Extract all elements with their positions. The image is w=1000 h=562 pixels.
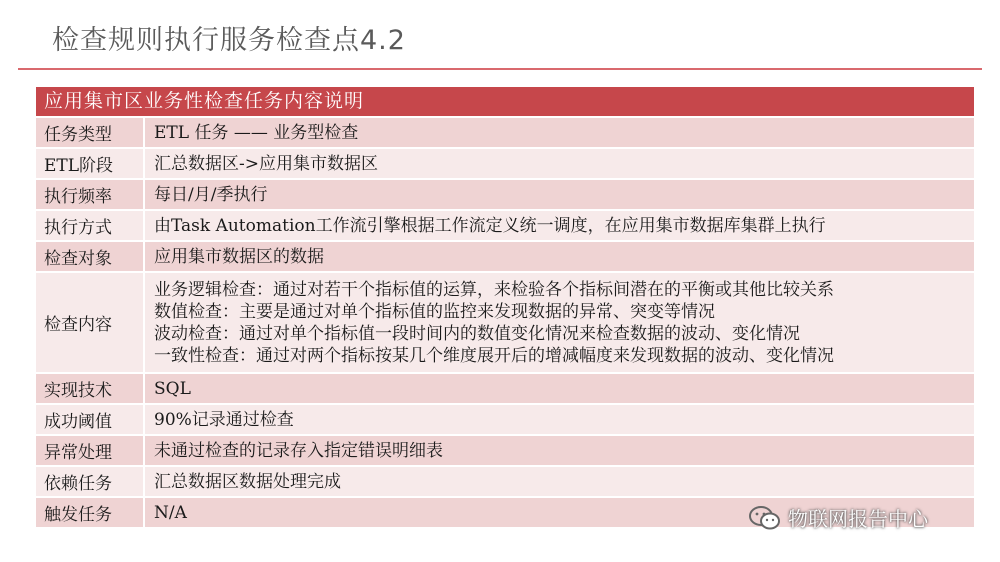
row-label: 检查对象	[36, 242, 145, 271]
table-row-check-content	[36, 271, 974, 372]
row-value-line: 90%记录通过检查	[154, 409, 294, 430]
row-value-line: 业务逻辑检查：通过对若干个指标值的运算，来检验各个指标间潜在的平衡或其他比较关系	[154, 279, 834, 300]
row-value	[145, 405, 974, 434]
row-value	[145, 273, 974, 372]
table-row-etl-stage	[36, 147, 974, 178]
row-label: 成功阈值	[36, 405, 145, 434]
row-label: 实现技术	[36, 374, 145, 403]
table-row-task-type	[36, 116, 974, 147]
table-row-execution-method	[36, 209, 974, 240]
row-label: 检查内容	[36, 273, 145, 372]
row-value	[145, 436, 974, 465]
row-value-line: 波动检查：通过对单个指标值一段时间内的数值变化情况来检查数据的波动、变化情况	[154, 323, 800, 344]
table-row-exception-handling	[36, 434, 974, 465]
row-value	[145, 211, 974, 240]
row-value	[145, 467, 974, 496]
row-value	[145, 180, 974, 209]
row-value-line: 每日/月/季执行	[154, 184, 268, 205]
row-value	[145, 118, 974, 147]
row-value-line: 由Task Automation工作流引擎根据工作流定义统一调度，在应用集市数据库集群上执行	[154, 215, 826, 236]
row-label: 执行频率	[36, 180, 145, 209]
row-value-line: SQL	[154, 378, 191, 399]
row-label: 异常处理	[36, 436, 145, 465]
row-value-line: 未通过检查的记录存入指定错误明细表	[154, 440, 443, 461]
table-row-frequency	[36, 178, 974, 209]
title-divider	[18, 68, 982, 70]
row-value-line: ETL 任务 —— 业务型检查	[154, 122, 359, 143]
page-title: 检查规则执行服务检查点4.2	[52, 25, 406, 56]
table-row-dependency	[36, 465, 974, 496]
row-label: 任务类型	[36, 118, 145, 147]
row-label: 依赖任务	[36, 467, 145, 496]
table-row-check-object	[36, 240, 974, 271]
row-value-line: 汇总数据区数据处理完成	[154, 471, 341, 492]
row-value	[145, 149, 974, 178]
row-label: ETL阶段	[36, 149, 145, 178]
row-value-line: 数值检查：主要是通过对单个指标值的监控来发现数据的异常、突变等情况	[154, 301, 715, 322]
row-value-line: 一致性检查：通过对两个指标按某几个维度展开后的增减幅度来发现数据的波动、变化情况	[154, 345, 834, 366]
table-row-technology	[36, 372, 974, 403]
row-value-line: N/A	[154, 502, 187, 523]
table-row-success-threshold	[36, 403, 974, 434]
table-header: 应用集市区业务性检查任务内容说明	[36, 87, 974, 116]
row-label: 执行方式	[36, 211, 145, 240]
watermark-text: 物联网报告中心	[788, 507, 928, 531]
row-value	[145, 242, 974, 271]
row-value-line: 应用集市数据区的数据	[154, 246, 324, 267]
wechat-icon	[748, 505, 782, 531]
watermark	[748, 503, 928, 532]
task-description-table	[36, 87, 974, 527]
row-value	[145, 374, 974, 403]
row-label: 触发任务	[36, 498, 145, 527]
row-value-line: 汇总数据区->应用集市数据区	[154, 153, 378, 174]
